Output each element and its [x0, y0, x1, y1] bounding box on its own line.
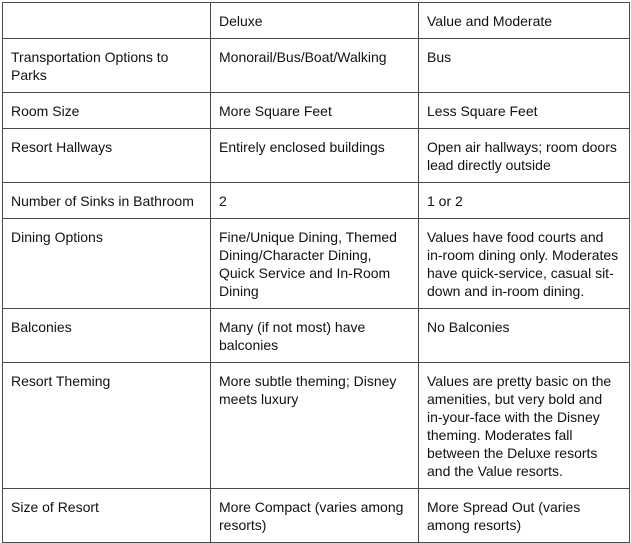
deluxe-cell: Entirely enclosed buildings — [211, 129, 419, 183]
value-moderate-cell: More Spread Out (varies among resorts) — [419, 489, 630, 543]
table-row — [3, 489, 630, 543]
value-moderate-cell: Values have food courts and in-room dining only. Moderates have quick-service, casual sit-down and in-room dining. — [419, 219, 630, 309]
row-label: Room Size — [3, 93, 211, 129]
row-label: Size of Resort — [3, 489, 211, 543]
row-label: Number of Sinks in Bathroom — [3, 183, 211, 219]
row-label: Resort Hallways — [3, 129, 211, 183]
row-label: Resort Theming — [3, 363, 211, 489]
table-row — [3, 183, 630, 219]
table-row — [3, 363, 630, 489]
row-label: Dining Options — [3, 219, 211, 309]
deluxe-cell: Monorail/Bus/Boat/Walking — [211, 39, 419, 93]
deluxe-cell: 2 — [211, 183, 419, 219]
value-moderate-cell: Values are pretty basic on the amenities, but very bold and in-your-face with the Disney theming. Moderates fall between the Deluxe resorts and the Value resorts. — [419, 363, 630, 489]
header-cell-deluxe: Deluxe — [211, 3, 419, 39]
deluxe-cell: Many (if not most) have balconies — [211, 309, 419, 363]
table-row — [3, 129, 630, 183]
row-label: Transportation Options to Parks — [3, 39, 211, 93]
table-row — [3, 39, 630, 93]
deluxe-cell: More subtle theming; Disney meets luxury — [211, 363, 419, 489]
value-moderate-cell: Less Square Feet — [419, 93, 630, 129]
deluxe-cell: More Square Feet — [211, 93, 419, 129]
table-row — [3, 93, 630, 129]
header-cell-value-moderate: Value and Moderate — [419, 3, 630, 39]
table-row — [3, 309, 630, 363]
comparison-table — [2, 2, 630, 543]
value-moderate-cell: No Balconies — [419, 309, 630, 363]
row-label: Balconies — [3, 309, 211, 363]
value-moderate-cell: Bus — [419, 39, 630, 93]
deluxe-cell: More Compact (varies among resorts) — [211, 489, 419, 543]
deluxe-cell: Fine/Unique Dining, Themed Dining/Character Dining, Quick Service and In-Room Dining — [211, 219, 419, 309]
table-header-row — [3, 3, 630, 39]
header-cell-empty — [3, 3, 211, 39]
value-moderate-cell: Open air hallways; room doors lead directly outside — [419, 129, 630, 183]
table-row — [3, 219, 630, 309]
value-moderate-cell: 1 or 2 — [419, 183, 630, 219]
